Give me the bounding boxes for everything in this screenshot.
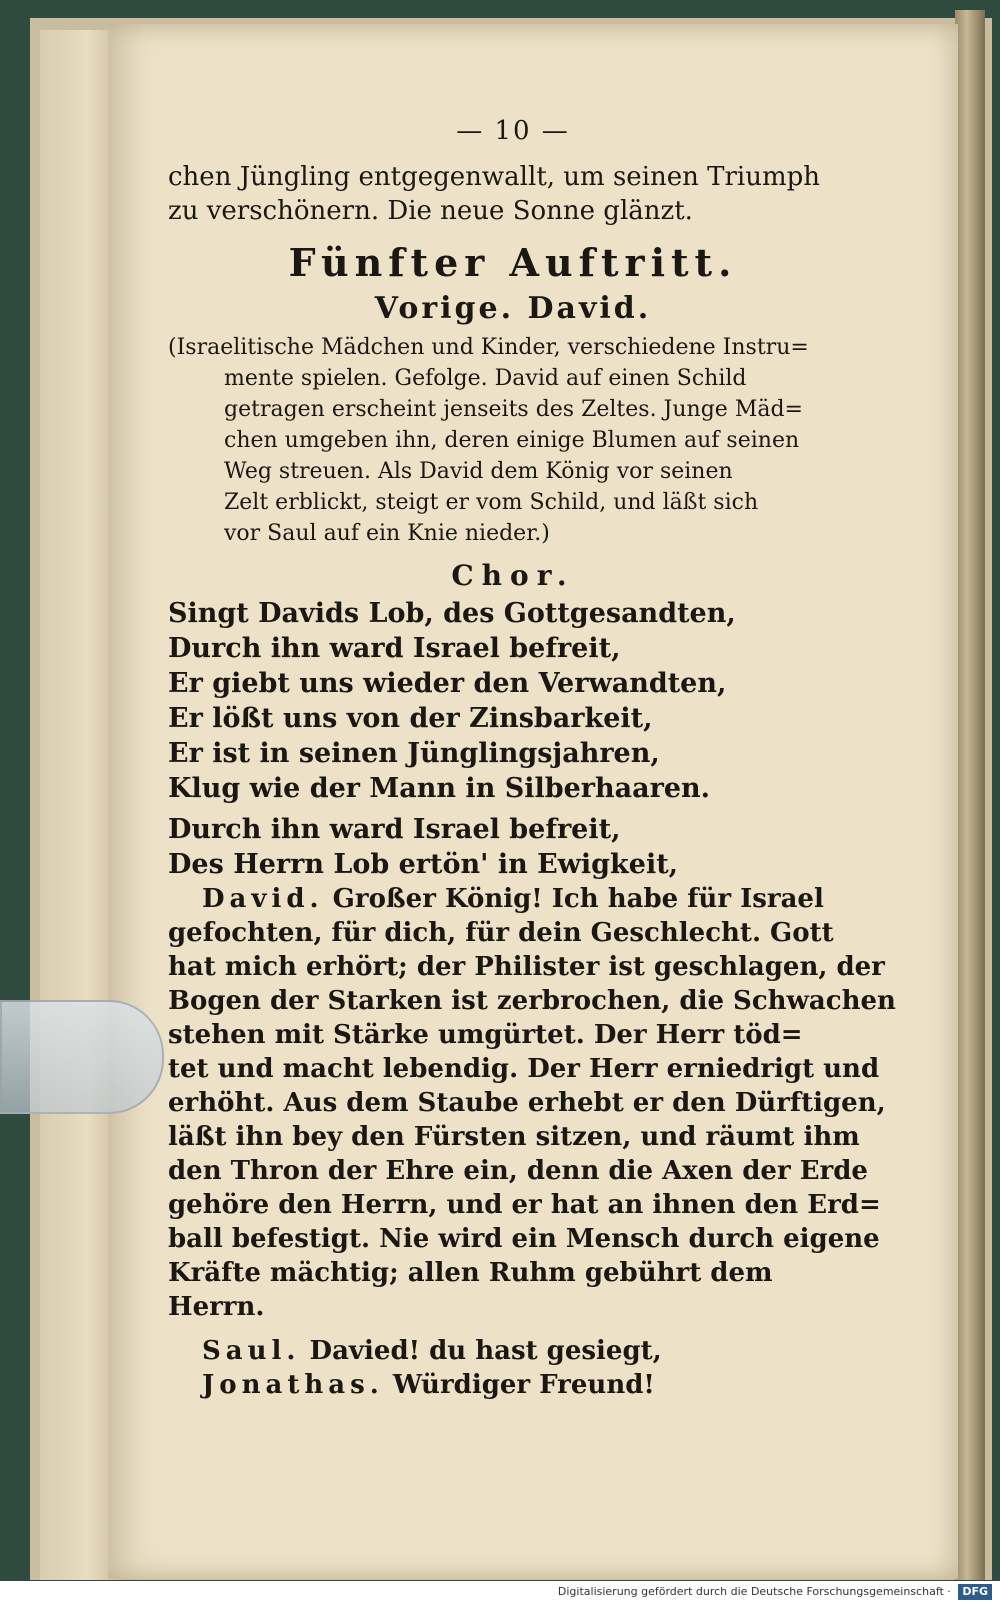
digitization-footer xyxy=(0,1581,1000,1603)
speech-line: gehöre den Herrn, und er hat an ihnen den Erd= xyxy=(168,1190,881,1220)
speaker-name: David. xyxy=(202,884,324,914)
page-clip-bookmark xyxy=(0,1000,164,1114)
direction-line: Weg streuen. Als David dem König vor seinen xyxy=(224,459,733,484)
intro-line: zu verschönern. Die neue Sonne glänzt. xyxy=(168,196,693,226)
speech-text: Großer König! Ich habe für Israel xyxy=(332,884,824,914)
speech-line: erhöht. Aus dem Staube erhebt er den Dürftigen, xyxy=(168,1088,886,1118)
page-text xyxy=(168,116,896,1402)
direction-line: Zelt erblickt, steigt er vom Schild, und läßt sich xyxy=(224,490,759,515)
verse-line: Er giebt uns wieder den Verwandten, xyxy=(168,668,727,699)
verse-line: Durch ihn ward Israel befreit, xyxy=(168,814,621,845)
stage-direction xyxy=(168,332,858,549)
direction-line: vor Saul auf ein Knie nieder.) xyxy=(224,521,550,546)
verse-line: Klug wie der Mann in Silberhaaren. xyxy=(168,773,711,804)
chorus-heading: Chor. xyxy=(451,559,575,592)
verse-line: Singt Davids Lob, des Gottgesandten, xyxy=(168,598,736,629)
speech-line: Bogen der Starken ist zerbrochen, die Schwachen xyxy=(168,986,896,1016)
direction-line: chen umgeben ihn, deren einige Blumen auf seinen xyxy=(224,428,800,453)
speech-line: ball befestigt. Nie wird ein Mensch durch eigene xyxy=(168,1224,880,1254)
david-speech xyxy=(168,882,896,1324)
final-dialogue xyxy=(168,1334,858,1402)
speaker-name: Jonathas. xyxy=(202,1370,384,1400)
scene-characters: Vorige. David. xyxy=(374,291,652,326)
direction-line: (Israelitische Mädchen und Kinder, verschiedene Instru= xyxy=(168,335,809,360)
speaker-name: Saul. xyxy=(202,1336,301,1366)
speech-line: Kräfte mächtig; allen Ruhm gebührt dem xyxy=(168,1258,773,1288)
footer-text: Digitalisierung gefördert durch die Deutsche Forschungsgemeinschaft · xyxy=(557,1585,951,1598)
verse-line: Des Herrn Lob ertön' in Ewigkeit, xyxy=(168,849,679,880)
verse-line: Er lößt uns von der Zinsbarkeit, xyxy=(168,703,653,734)
speech-line: Herrn. xyxy=(168,1292,265,1322)
speech-line: hat mich erhört; der Philister ist geschlagen, der xyxy=(168,952,885,982)
page-number: — 10 — xyxy=(456,116,570,146)
verse-line: Er ist in seinen Jünglingsjahren, xyxy=(168,738,660,769)
book-spine xyxy=(955,10,985,1580)
speech-line xyxy=(168,1334,858,1368)
speech-line: stehen mit Stärke umgürtet. Der Herr töd= xyxy=(168,1020,803,1050)
scene-title: Fünfter Auftritt. xyxy=(288,240,738,285)
intro-line: chen Jüngling entgegenwallt, um seinen Triumph xyxy=(168,162,821,192)
speech-line: gefochten, für dich, für dein Geschlecht. Gott xyxy=(168,918,834,948)
speech-line xyxy=(168,1368,858,1402)
speech-line xyxy=(168,882,858,916)
speech-line: läßt ihn bey den Fürsten sitzen, und räumt ihm xyxy=(168,1122,860,1152)
verse-line: Durch ihn ward Israel befreit, xyxy=(168,633,621,664)
direction-line: mente spielen. Gefolge. David auf einen Schild xyxy=(224,366,747,391)
speech-text: Davied! du hast gesiegt, xyxy=(309,1336,662,1366)
speech-line: den Thron der Ehre ein, denn die Axen der Erde xyxy=(168,1156,868,1186)
speech-text: Würdiger Freund! xyxy=(392,1370,655,1400)
chorus-verse xyxy=(168,596,858,882)
direction-line: getragen erscheint jenseits des Zeltes. Junge Mäd= xyxy=(224,397,803,422)
intro-text xyxy=(168,160,858,228)
book-page xyxy=(108,24,958,1579)
dfg-logo: DFG xyxy=(958,1584,992,1600)
speech-line: tet und macht lebendig. Der Herr erniedrigt und xyxy=(168,1054,880,1084)
